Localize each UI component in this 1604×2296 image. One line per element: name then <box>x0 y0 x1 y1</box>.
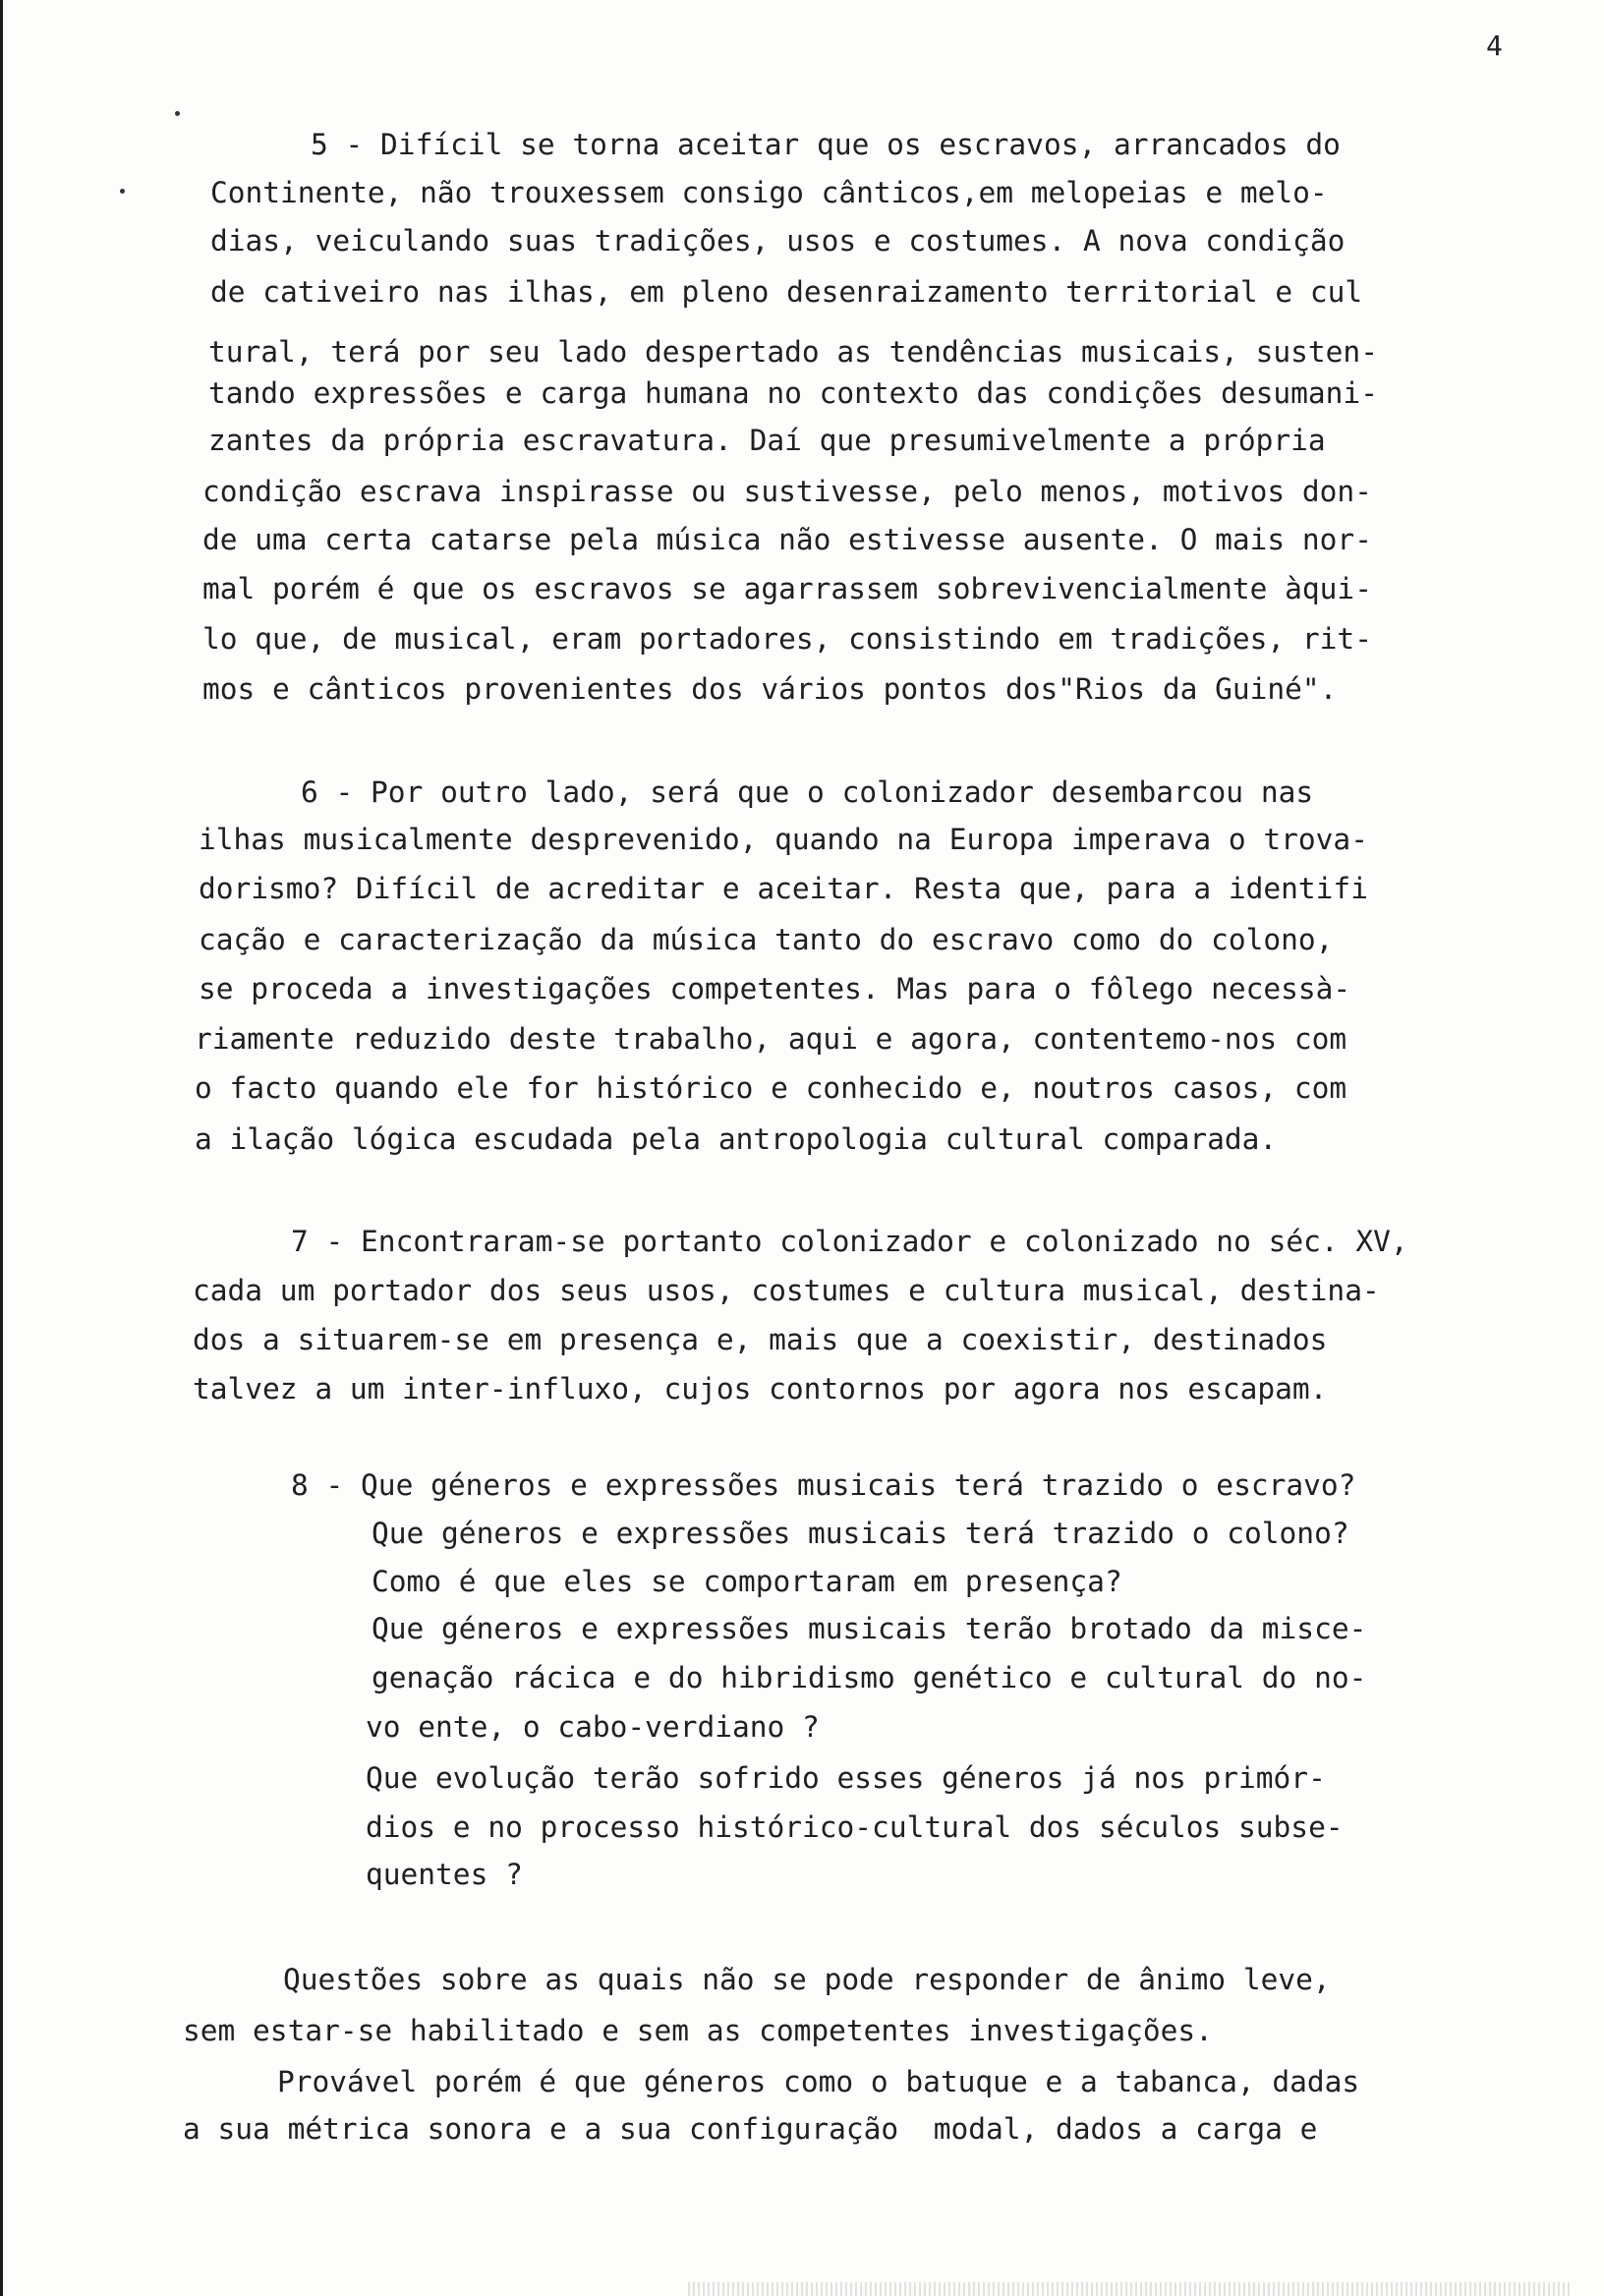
text-line: dos a situarem-se em presença e, mais que a coexistir, destinados <box>193 1323 1328 1356</box>
text-line: Como é que eles se comportaram em presença? <box>372 1565 1122 1598</box>
text-line: dios e no processo histórico-cultural dos séculos subse- <box>366 1810 1344 1844</box>
text-line: ilhas musicalmente desprevenido, quando na Europa imperava o trova- <box>199 823 1368 856</box>
text-line: vo ente, o cabo-verdiano ? <box>366 1710 820 1744</box>
text-line: dias, veiculando suas tradições, usos e costumes. A nova condição <box>210 224 1346 258</box>
text-line: condição escrava inspirasse ou sustivesse, pelo menos, motivos don- <box>202 475 1372 508</box>
text-line: a sua métrica sonora e a sua configuração modal, dados a carga e <box>183 2112 1318 2146</box>
text-line: dorismo? Difícil de acreditar e aceitar. Resta que, para a identifi <box>199 872 1368 905</box>
text-line: cação e caracterização da música tanto do escravo como do colono, <box>199 923 1334 956</box>
text-line: o facto quando ele for histórico e conhecido e, noutros casos, com <box>195 1071 1347 1105</box>
text-line: cada um portador dos seus usos, costumes e cultura musical, destina- <box>193 1274 1380 1307</box>
paragraph-closing <box>0 1963 1604 2206</box>
text-line: Que evolução terão sofrido esses géneros já nos primór- <box>366 1761 1326 1795</box>
text-line: Provável porém é que géneros como o batuque e a tabanca, dadas <box>277 2065 1360 2098</box>
text-line: riamente reduzido deste trabalho, aqui e agora, contentemo-nos com <box>195 1022 1347 1056</box>
paragraph-5 <box>0 100 1604 706</box>
paragraph-7 <box>0 1170 1604 1406</box>
text-line: 5 - Difícil se torna aceitar que os escravos, arrancados do <box>311 128 1341 161</box>
text-line: genação rácica e do hibridismo genético e cultural do no- <box>372 1661 1367 1694</box>
text-line: 8 - Que géneros e expressões musicais terá trazido o escravo? <box>291 1468 1356 1502</box>
text-line: tando expressões e carga humana no contexto das condições desumani- <box>208 376 1378 410</box>
text-line: de uma certa catarse pela música não estivesse ausente. O mais nor- <box>202 523 1372 556</box>
paragraph-6 <box>0 702 1604 1156</box>
text-line: quentes ? <box>366 1858 523 1891</box>
text-line: de cativeiro nas ilhas, em pleno desenraizamento territorial e cul <box>210 275 1363 309</box>
text-line: lo que, de musical, eram portadores, consistindo em tradições, rit- <box>202 622 1372 656</box>
text-line: Que géneros e expressões musicais terão brotado da misce- <box>372 1612 1367 1645</box>
text-line: Continente, não trouxessem consigo cânticos,em melopeias e melo- <box>210 176 1328 209</box>
text-line: Que géneros e expressões musicais terá trazido o colono? <box>372 1517 1349 1550</box>
text-line: tural, terá por seu lado despertado as tendências musicais, susten- <box>208 335 1378 369</box>
text-line: a ilação lógica escudada pela antropologia cultural comparada. <box>195 1122 1278 1156</box>
text-line: 6 - Por outro lado, será que o colonizador desembarcou nas <box>301 775 1314 809</box>
text-line: zantes da própria escravatura. Daí que presumivelmente a própria <box>208 424 1326 457</box>
text-line: se proceda a investigações competentes. Mas para o fôlego necessà- <box>199 972 1351 1005</box>
text-line: 7 - Encontraram-se portanto colonizador e colonizado no séc. XV, <box>291 1225 1408 1258</box>
text-line: Questões sobre as quais não se pode responder de ânimo leve, <box>283 1963 1331 1996</box>
scan-edge-shadow <box>688 2282 1573 2296</box>
page-number: 4 <box>1486 29 1503 62</box>
text-line: mal porém é que os escravos se agarrassem sobrevivencialmente àqui- <box>202 572 1372 605</box>
text-line: sem estar-se habilitado e sem as competentes investigações. <box>183 2014 1213 2047</box>
text-line: mos e cânticos provenientes dos vários pontos dos"Rios da Guiné". <box>202 672 1338 706</box>
paragraph-8 <box>0 1468 1604 1891</box>
text-line: talvez a um inter-influxo, cujos contornos por agora nos escapam. <box>193 1372 1328 1406</box>
